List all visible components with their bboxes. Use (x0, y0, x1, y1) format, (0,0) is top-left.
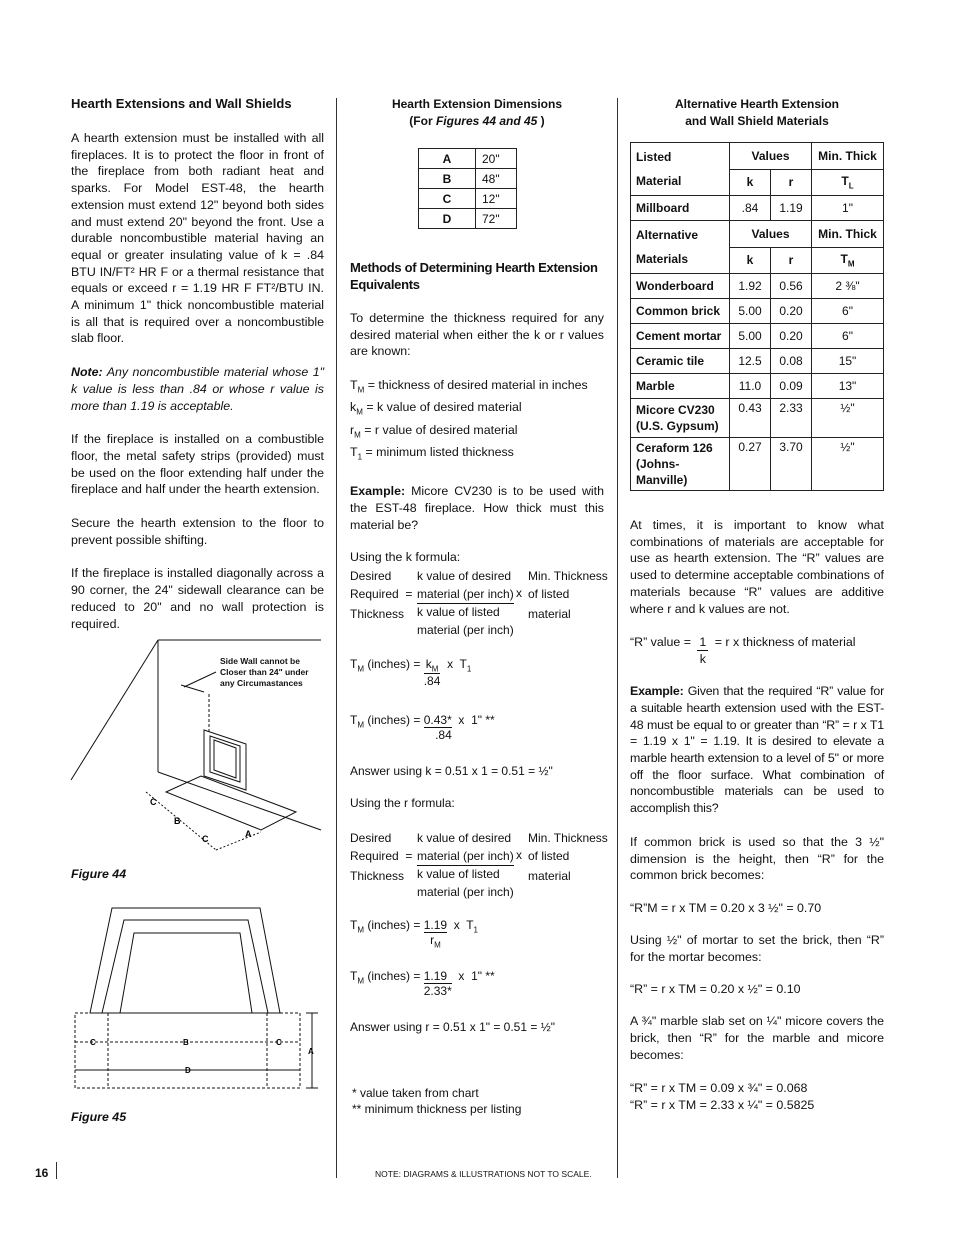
sub-1: 1 (357, 452, 363, 462)
eq-x: x (458, 969, 465, 983)
h-tl-t: T (841, 174, 849, 189)
eq-fraction (424, 918, 447, 949)
fig44-label-b: B (174, 816, 181, 826)
table-row (631, 221, 884, 248)
fig45-label-c1: C (90, 1038, 96, 1047)
row-t: ½" (812, 399, 884, 438)
def-t1: $T_1$ = minimum listed thickness (350, 444, 514, 462)
example-text: Micore CV230 is to be used with the EST-48 fireplace. How thick must this material be? (350, 484, 604, 532)
eq-fraction (424, 969, 452, 998)
fig45-label-c2: C (276, 1038, 282, 1047)
fig45-label-d: D (185, 1066, 191, 1075)
eq-num: 0.43* (423, 713, 452, 727)
sub-m: M (357, 925, 365, 935)
r-value-formula (630, 634, 884, 667)
fig44-label-c1: C (150, 797, 157, 807)
r-formula-fraction (417, 830, 514, 901)
methods-heading: Methods of Determining Hearth Extension Equivalents (350, 260, 598, 292)
title2-post: ) (537, 114, 545, 128)
r-formula-right (528, 830, 608, 886)
table-row (419, 189, 517, 209)
row-t: 2 ⅜" (812, 274, 884, 299)
f-minthick: Min. Thickness (528, 831, 608, 845)
f-minthick: Min. Thickness (528, 569, 608, 583)
table-row (631, 324, 884, 349)
f-kdes: k value of desired (417, 831, 512, 845)
f-thickness: Thickness (350, 607, 405, 621)
brick-paragraph: If common brick is used so that the 3 ½" dimension is the height, then “R” for the common brick becomes: (630, 834, 884, 883)
eq-den (424, 933, 447, 949)
row-r: 0.08 (771, 349, 812, 374)
table-row (631, 299, 884, 324)
sub-m: M (356, 407, 363, 417)
example-2-text: Given that the required “R” value for a suitable hearth extension used with the EST-48 must be equal to or greater than “R” = r x T1 = 1.19 x 1" = 1.19. It is desired to elevate a marble hearth extension to a level of 5" or more off the floor surface. What combination of noncombustible materials can be used to accomplish this? (630, 684, 884, 816)
row-r: 0.56 (771, 274, 812, 299)
row-name: Wonderboard (631, 274, 730, 299)
eq-t: T (350, 969, 358, 983)
example-2-paragraph (630, 683, 884, 817)
brick-equation: “R”M = r x TM = 0.20 x 3 ½" = 0.70 (630, 900, 822, 915)
column-3 (630, 96, 884, 1114)
definitions (350, 377, 604, 466)
dim-key: A (419, 149, 476, 169)
h-k: k (730, 247, 771, 274)
def-km: $k_M = k$ value of desired material (350, 400, 522, 417)
scale-note: NOTE: DIAGRAMS & ILLUSTRATIONS NOT TO SCALE. (375, 1169, 592, 1179)
figure-45-diagram (70, 903, 330, 1098)
column-1 (71, 96, 324, 632)
combinations-paragraph: At times, it is important to know what combinations of materials are acceptable for use as hearth extension. The “R” values are used to determine acceptable combinations of materials because “R” values are additive where r and k values are not. (630, 518, 884, 616)
f-material: material (528, 869, 571, 883)
def-rm-text: = r value of desired material (360, 422, 518, 437)
table-row (631, 274, 884, 299)
footnote-2: ** minimum thickness per listing (352, 1102, 522, 1116)
row-k: 5.00 (730, 324, 771, 349)
h-tl (812, 169, 884, 196)
table-row (631, 143, 884, 170)
table-row (631, 196, 884, 221)
f-desired: Desired (350, 831, 392, 845)
row-name: Micore CV230 (U.S. Gypsum) (631, 399, 730, 438)
def-tm: $T_M$ = thickness of desired material in inches (350, 378, 588, 395)
dim-key: D (419, 209, 476, 229)
sub-m: M (357, 385, 365, 395)
f-matpi-2: material (per inch) (417, 622, 514, 637)
row-name: Marble (631, 374, 730, 399)
marble-equation: “R” = r x TM = 0.09 x ¾" = 0.068 (630, 1081, 808, 1096)
dim-value: 12" (476, 189, 517, 209)
row-t: 15" (812, 349, 884, 374)
f-thickness: Thickness (350, 869, 405, 883)
eq-inches: (inches) = (364, 918, 424, 932)
rvalue-den: k (699, 652, 706, 667)
eq-k: k (425, 657, 432, 671)
millboard-k: .84 (730, 196, 771, 221)
marble-paragraph: A ¾" marble slab set on ¼" micore covers the brick, then “R” for the marble and micore becomes: (630, 1014, 884, 1062)
sub-m: M (354, 430, 361, 440)
sub-1: 1 (473, 925, 478, 935)
materials-title (630, 96, 884, 130)
h-r: r (771, 169, 812, 196)
row-name: Common brick (631, 299, 730, 324)
k-equation-1 (350, 657, 471, 688)
f-oflisted: of listed (528, 848, 570, 863)
table-row (419, 209, 517, 229)
fig45-label-b: B (183, 1038, 189, 1047)
using-k-label: Using the k formula: (350, 550, 461, 565)
dim-key: C (419, 189, 476, 209)
table-row (631, 374, 884, 399)
example-label: Example: (350, 484, 406, 499)
example-2-label: Example: (630, 684, 684, 699)
sub-1: 1 (466, 664, 472, 674)
h-listed: Listed (636, 150, 672, 164)
rvalue-pre: “R” value = (630, 635, 695, 650)
h-values: Values (730, 221, 812, 248)
h-alt: Alternative (636, 228, 699, 242)
sub-m: M (357, 664, 365, 674)
title2-pre: (For (409, 114, 436, 128)
f-eq: = (405, 848, 413, 863)
dimensions-title-line1: Hearth Extension Dimensions (391, 97, 563, 111)
table-row (631, 438, 884, 491)
footnote-1: * value taken from chart (352, 1086, 479, 1100)
eq-t: T (350, 713, 358, 727)
dim-key: B (419, 169, 476, 189)
table-row (631, 399, 884, 438)
figure-44-caption: Figure 44 (71, 867, 127, 881)
row-r: 2.33 (771, 399, 812, 438)
dim-value: 72" (476, 209, 517, 229)
row-t: ½" (812, 438, 884, 491)
h-materials: Materials (636, 252, 689, 266)
page-number-divider (56, 1162, 57, 1179)
secure-paragraph: Secure the hearth extension to the floor to prevent possible shifting. (71, 516, 324, 547)
materials-table (630, 142, 884, 491)
column-2 (350, 96, 604, 564)
eq-inches: (inches) = (364, 713, 424, 727)
eq-x: x (447, 657, 454, 671)
header-listed-material (631, 143, 730, 196)
f-required-row (350, 586, 412, 604)
eq-num: 1.19 (424, 969, 452, 984)
dimensions-title-line2 (350, 113, 604, 130)
table-row (419, 149, 517, 169)
h-minthick: Min. Thick (812, 221, 884, 248)
answer-k: Answer using k = 0.51 x 1 = 0.51 = ½" (350, 764, 553, 778)
dimensions-table (418, 148, 517, 229)
f-x: x (516, 848, 522, 862)
h-k: k (730, 169, 771, 196)
combustible-floor-paragraph: If the fireplace is installed on a combustible floor, the metal safety strips (provided) must be used on the floor extending half under the fireplace and half under the hearth extension. (71, 432, 324, 497)
f-klist: k value of listed (417, 605, 500, 619)
eq-r: r (430, 933, 435, 947)
f-klist: k value of listed (417, 867, 500, 881)
r-formula-left (350, 830, 412, 886)
eq-num: 1.19 (423, 918, 448, 932)
h-r: r (771, 247, 812, 274)
eq-1star: 1" ** (471, 969, 495, 983)
row-k: 0.43 (730, 399, 771, 438)
r-equation-1 (350, 918, 478, 949)
f-x: x (516, 586, 522, 600)
eq-t: T (350, 918, 358, 932)
row-t: 6" (812, 324, 884, 349)
dim-value: 48" (476, 169, 517, 189)
materials-title-line2: and Wall Shield Materials (685, 114, 829, 128)
table-row (419, 169, 517, 189)
sub-m: M (434, 940, 441, 950)
mortar-paragraph: Using ½" of mortar to set the brick, then “R” for the mortar becomes: (630, 932, 884, 964)
row-k: 12.5 (730, 349, 771, 374)
millboard-t: 1" (812, 196, 884, 221)
fig44-label-c2: C (202, 834, 209, 844)
h-material: Material (636, 174, 682, 188)
h-tm-t: T (840, 252, 848, 267)
r-equation-2 (350, 969, 495, 998)
f-oflisted: of listed (528, 586, 570, 601)
eq-fraction (424, 657, 441, 688)
sub-m: M (431, 664, 439, 674)
def-t1-text: = minimum listed thickness (362, 444, 514, 459)
eq-den: .84 (423, 674, 441, 689)
h-tl-sub: L (848, 181, 854, 191)
row-k: 11.0 (730, 374, 771, 399)
dim-value: 20" (476, 149, 517, 169)
k-formula-right (528, 568, 608, 624)
k-equation-2 (350, 713, 495, 742)
h-minthick: Min. Thick (812, 143, 884, 170)
row-t: 13" (812, 374, 884, 399)
eq-t: T (350, 657, 358, 671)
eq-x: x (458, 713, 465, 727)
dimensions-title (350, 96, 604, 130)
rvalue-num: 1 (699, 635, 707, 650)
row-r: 0.20 (771, 324, 812, 349)
using-r-label: Using the r formula: (350, 796, 455, 810)
def-tm-text: = thickness of desired material in inches (364, 378, 588, 393)
row-t: 6" (812, 299, 884, 324)
millboard-name: Millboard (631, 196, 730, 221)
example-paragraph (350, 483, 604, 533)
f-kdes: k value of desired (417, 569, 512, 583)
mortar-equation: “R” = r x TM = 0.20 x ½" = 0.10 (630, 982, 801, 997)
note-text: Any noncombustible material whose 1" k value is less than .84 or whose r value is more than 1.19 is acceptable. (71, 365, 325, 413)
fig44-label-a: A (245, 829, 252, 839)
eq-den: .84 (435, 728, 452, 742)
eq-fraction (424, 713, 452, 742)
f-matpi: material (per inch) (417, 848, 514, 867)
eq-t1: T (459, 657, 467, 671)
table-row (631, 349, 884, 374)
def-rm: $r_M = r$ value of desired material (350, 422, 518, 440)
eq-x: x (453, 918, 460, 932)
eq-num (424, 657, 441, 674)
eq-inches: (inches) = (364, 657, 424, 671)
row-name: Ceramic tile (631, 349, 730, 374)
answer-r: Answer using r = 0.51 x 1" = 0.51 = ½" (350, 1020, 555, 1034)
hearth-intro-paragraph: A hearth extension must be installed with all fireplaces. It is to protect the floor in front of the fireplace from both radiant heat and sparks. For Model EST-48, the hearth extension must extend 12" beyond both sides and must extend 20" beyond the front. Use a durable noncombustible material having an equal or greater insulating value of k = .84 BTU IN/FT² HR F or a thermal resistance that equals or exceed r = 1.19 HR F FT²/BTU IN. A minimum 1" thick noncombustible material is all that is required over a noncombustible slab floor. (71, 131, 324, 346)
f-material: material (528, 607, 571, 621)
h-values: Values (730, 143, 812, 170)
row-name: Cement mortar (631, 324, 730, 349)
row-k: 0.27 (730, 438, 771, 491)
column-divider-right (617, 98, 618, 1178)
eq-inches: (inches) = (364, 969, 424, 983)
f-required-row (350, 848, 412, 866)
micore-equation: “R” = r x TM = 2.33 x ¼" = 0.5825 (630, 1098, 815, 1113)
sub-m: M (357, 976, 365, 986)
row-k: 1.92 (730, 274, 771, 299)
figure-45-caption: Figure 45 (71, 1110, 127, 1124)
eq-den: 2.33* (423, 984, 452, 998)
eq-1star: 1" ** (471, 713, 495, 727)
f-matpi-2: material (per inch) (417, 884, 514, 899)
row-k: 5.00 (730, 299, 771, 324)
fig45-label-a: A (308, 1047, 314, 1056)
f-required: Required (350, 848, 399, 863)
h-tm-sub: M (847, 259, 855, 269)
methods-intro: To determine the thickness required for any desired material when either the k or r values are known: (350, 311, 604, 359)
fig44-callout: Side Wall cannot be Closer than 24" under any Circumastances (220, 656, 309, 688)
f-eq: = (405, 586, 413, 601)
h-tm (812, 247, 884, 274)
row-r: 3.70 (771, 438, 812, 491)
sub-m: M (357, 720, 365, 730)
f-matpi: material (per inch) (417, 586, 514, 605)
f-desired: Desired (350, 569, 392, 583)
k-formula-fraction (417, 568, 514, 639)
materials-title-line1: Alternative Hearth Extension (674, 97, 840, 111)
title2-em: Figures 44 and 45 (435, 114, 538, 128)
eq-t1: T (466, 918, 474, 932)
f-required: Required (350, 586, 399, 601)
row-r: 0.09 (771, 374, 812, 399)
rvalue-post: = r x thickness of material (711, 635, 856, 650)
corner-paragraph: If the fireplace is installed diagonally across a 90 corner, the 24" sidewall clearance can be reduced to 20" and no wall protection is required. (71, 566, 324, 631)
def-km-text: = k value of desired material (362, 400, 522, 415)
hearth-extensions-heading: Hearth Extensions and Wall Shields (71, 96, 292, 111)
rvalue-fraction (697, 634, 708, 667)
note-label: Note: (71, 365, 103, 380)
k-formula-left (350, 568, 412, 624)
millboard-r: 1.19 (771, 196, 812, 221)
hearth-note (71, 364, 324, 414)
row-r: 0.20 (771, 299, 812, 324)
row-name: Ceraform 126 (Johns-Manville) (631, 438, 730, 491)
page-number: 16 (35, 1166, 49, 1180)
header-alt-materials (631, 221, 730, 274)
column-divider-left (336, 98, 337, 1178)
